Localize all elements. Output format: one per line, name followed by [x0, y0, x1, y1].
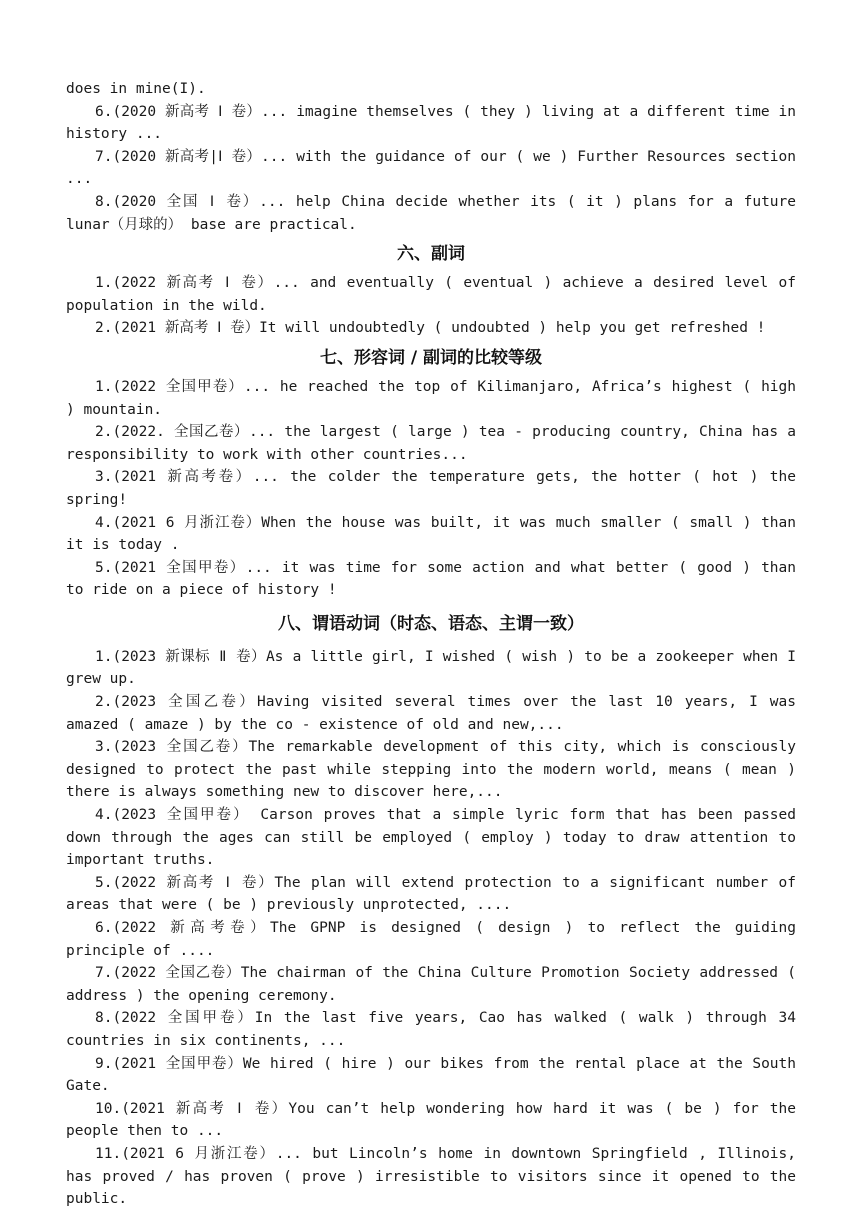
list-item: 8.(2022 全国甲卷）In the last five years, Cao has walked ( walk ) through 34 countries in six continents, ... — [66, 1010, 796, 1049]
list-item: 3.(2023 全国乙卷）The remarkable development of this city, which is consciously designed to protect the past while stepping into the modern world, means ( mean ) there is always something new to discover here,... — [66, 739, 796, 801]
list-item: 4.(2021 6 月浙江卷）When the house was built, it was much smaller ( small ) than it is today . — [66, 514, 796, 554]
list-item: 5.(2022 新高考 Ⅰ 卷）The plan will extend protection to a significant number of areas that were ( be ) previously unprotected, .... — [66, 874, 796, 914]
list-item: 2.(2022. 全国乙卷）... the largest ( large ) tea - producing country, China has a responsibility to work with other countries... — [66, 424, 796, 463]
list-item: 1.(2022 新高考 Ⅰ 卷）... and eventually ( eventual ) achieve a desired level of population in the wild. — [66, 275, 796, 314]
list-item: 3.(2021 新高考卷）... the colder the temperature gets, the hotter ( hot ) the spring! — [66, 469, 796, 508]
list-item: 9.(2021 全国甲卷）We hired ( hire ) our bikes from the rental place at the South Gate. — [66, 1055, 796, 1095]
list-item: 1.(2022 全国甲卷）... he reached the top of Kilimanjaro, Africa’s highest ( high ) mountain. — [66, 378, 796, 418]
list-item: 1.(2023 新课标 Ⅱ 卷）As a little girl, I wished ( wish ) to be a zookeeper when I grew up. — [66, 648, 796, 688]
list-item: does in mine(I). — [66, 81, 206, 97]
section-predicate-verbs — [66, 646, 796, 1211]
section-pronouns-continued — [66, 78, 796, 236]
document-page — [66, 78, 796, 1211]
list-item: 6.(2020 新高考 Ⅰ 卷）... imagine themselves ( they ) living at a different time in history ... — [66, 103, 796, 143]
list-item: 8.(2020 全国 Ⅰ 卷）... help China decide whether its ( it ) plans for a future lunar（月球的） base are practical. — [66, 193, 796, 233]
list-item: 2.(2021 新高考 Ⅰ 卷）It will undoubtedly ( undoubted ) help you get refreshed ! — [95, 320, 766, 337]
list-item: 6.(2022 新高考卷）The GPNP is designed ( design ) to reflect the guiding principle of .... — [66, 920, 796, 959]
list-item: 11.(2021 6 月浙江卷）... but Lincoln’s home in downtown Springfield , Illinois, has proved / has proven ( prove ) irresistible to visitors since it opened to the public. — [66, 1145, 796, 1208]
list-item: 10.(2021 新高考 Ⅰ 卷）You can’t help wondering how hard it was ( be ) for the people then to ... — [66, 1100, 796, 1140]
section-adverbs — [66, 272, 796, 340]
list-item: 7.(2022 全国乙卷）The chairman of the China Culture Promotion Society addressed ( address ) the opening ceremony. — [66, 965, 796, 1004]
list-item: 4.(2023 全国甲卷） Carson proves that a simple lyric form that has been passed down through the ages can still be employed ( employ ) today to draw attention to important truths. — [66, 807, 796, 869]
section-comparison — [66, 376, 796, 602]
section-heading-adverbs: 六、副词 — [397, 244, 465, 265]
section-heading-predicate-verbs: 八、谓语动词（时态、语态、主谓一致） — [278, 613, 584, 634]
section-heading-comparison: 七、形容词 / 副词的比较等级 — [319, 347, 543, 368]
list-item: 2.(2023 全国乙卷）Having visited several times over the last 10 years, I was amazed ( amaze ) by the co - existence of old and new,... — [66, 694, 796, 733]
list-item: 7.(2020 新高考|Ⅰ 卷）... with the guidance of our ( we ) Further Resources section ... — [66, 148, 796, 188]
list-item: 5.(2021 全国甲卷）... it was time for some action and what better ( good ) than to ride on a piece of history ! — [66, 559, 796, 599]
